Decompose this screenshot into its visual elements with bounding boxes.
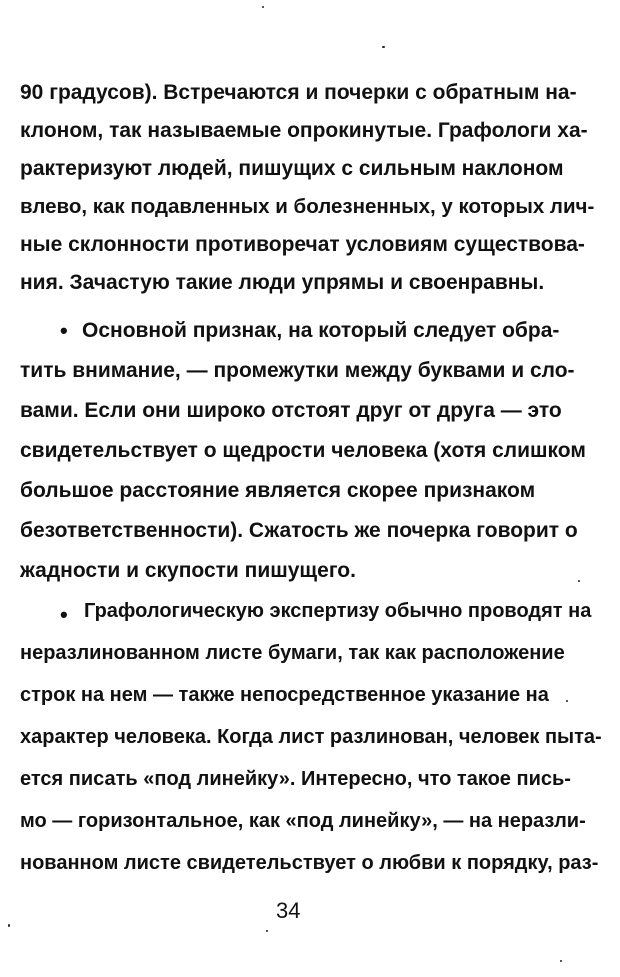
paragraph-3-line-6: мо — горизонтальное, как «под линейку», — на неразли- xyxy=(20,810,586,832)
scan-speck xyxy=(8,924,10,927)
paragraph-1-line-5: ные склонности противоречат условиям существова- xyxy=(20,233,585,256)
scan-speck xyxy=(382,46,385,48)
paragraph-3-line-3: строк на нем — также непосредственное указание на xyxy=(20,684,549,706)
paragraph-2-line-2: тить внимание, — промежутки между буквами и сло- xyxy=(20,359,575,382)
paragraph-2-line-4: свидетельствует о щедрости человека (хотя слишком xyxy=(20,439,586,462)
paragraph-1-line-2: клоном, так называемые опрокинутые. Графологи ха- xyxy=(20,119,588,142)
bullet-icon: • xyxy=(60,602,68,627)
bullet-icon: • xyxy=(60,318,68,343)
scan-speck xyxy=(566,700,568,702)
paragraph-1-line-4: влево, как подавленных и болезненных, у которых лич- xyxy=(20,195,595,218)
paragraph-2-line-3: вами. Если они широко отстоят друг от друга — это xyxy=(20,399,562,422)
paragraph-3-line-2: неразлинованном листе бумаги, так как расположение xyxy=(20,642,565,664)
paragraph-3-line-1: Графологическую экспертизу обычно проводят на xyxy=(84,600,592,622)
paragraph-2-line-6: безответственности). Сжатость же почерка говорит о xyxy=(20,519,578,542)
paragraph-1-line-1: 90 градусов). Встречаются и почерки с обратным на- xyxy=(20,81,577,104)
scan-speck xyxy=(262,6,264,8)
paragraph-3-line-7: нованном листе свидетельствует о любви к порядку, раз- xyxy=(20,852,599,874)
paragraph-3-line-5: ется писать «под линейку». Интересно, что такое пись- xyxy=(20,768,571,790)
paragraph-1-line-6: ния. Зачастую такие люди упрямы и своенравны. xyxy=(20,271,545,294)
scan-speck xyxy=(266,930,268,932)
scan-speck xyxy=(560,960,562,962)
paragraph-2-line-1: Основной признак, на который следует обра- xyxy=(82,319,560,342)
page-number: 34 xyxy=(276,898,301,923)
paragraph-3-line-4: характер человека. Когда лист разлинован, человек пыта- xyxy=(20,726,602,748)
paragraph-2-line-7: жадности и скупости пишущего. xyxy=(20,559,356,582)
scan-speck xyxy=(578,580,580,582)
paragraph-1-line-3: рактеризуют людей, пишущих с сильным наклоном xyxy=(20,157,564,180)
paragraph-2-line-5: большое расстояние является скорее признаком xyxy=(20,479,536,502)
